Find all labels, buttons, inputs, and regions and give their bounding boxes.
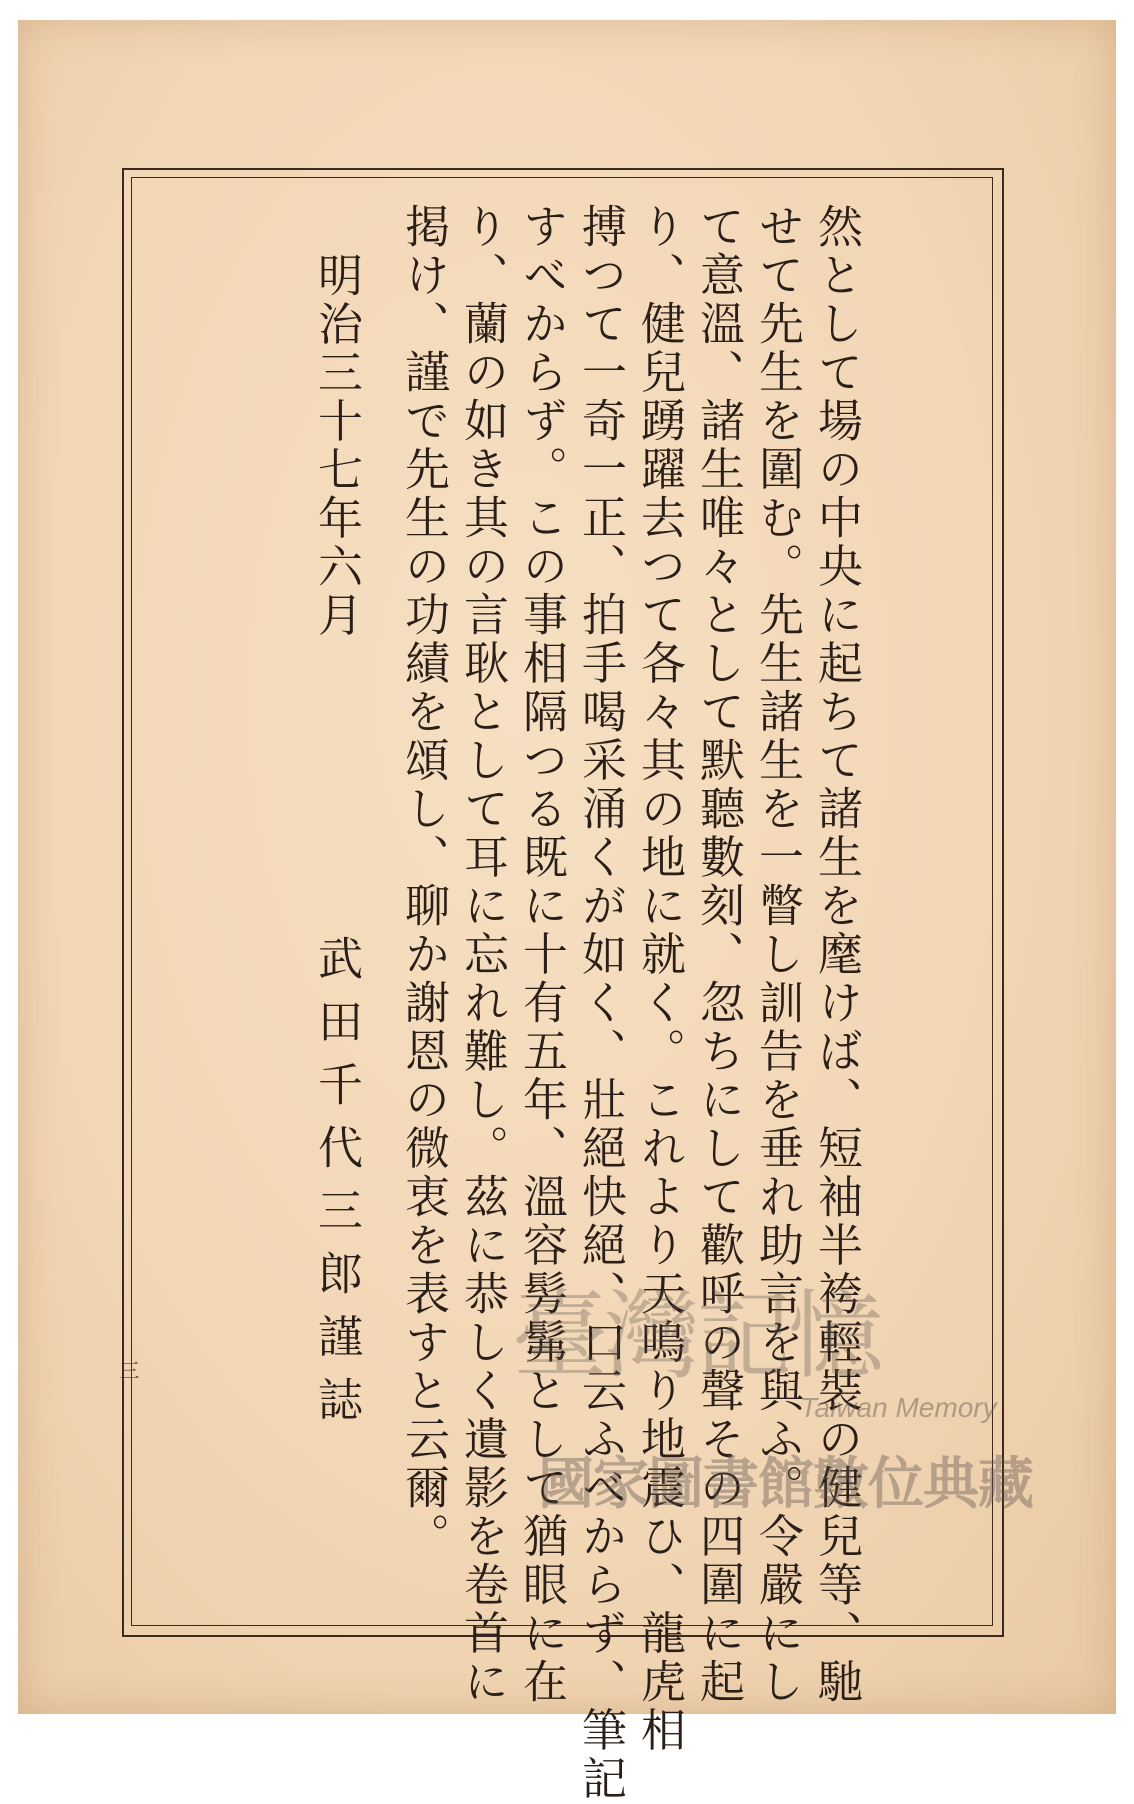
date-line: 明治三十七年六月: [310, 252, 363, 640]
text-column-1: 然として場の中央に起ちて諸生を麾けば、短袖半袴輕裝の健兒等、馳: [810, 203, 863, 1707]
watermark-title: 臺灣記憶: [512, 1280, 880, 1392]
watermark-library: 國家圖書館數位典藏: [538, 1452, 1033, 1517]
text-column-2: せて先生を圍む。先生諸生を一瞥し訓告を垂れ助言を與ふ。令嚴にし: [751, 203, 804, 1707]
text-column-7: り、蘭の如き其の言耿として耳に忘れ難し。茲に恭しく遺影を卷首に: [456, 203, 509, 1707]
text-column-5: 搏つて一奇一正、拍手喝采涌くが如く、壯絕快絕、口云ふべからず、筆記: [574, 203, 627, 1804]
text-column-3: て意溫、諸生唯々として默聽數刻、忽ちにして歡呼の聲その四圍に起: [692, 203, 745, 1707]
page-number: 三: [116, 1360, 140, 1380]
watermark-subtitle: Taiwan Memory: [800, 1392, 997, 1423]
author-signature: 武田千代三郎謹誌: [310, 935, 363, 1439]
text-column-6: すべからず。この事相隔つる既に十有五年、溫容髣髴として猶眼に在: [515, 203, 568, 1707]
text-column-8: 掲け、謹で先生の功績を頌し、聊か謝恩の微衷を表すと云爾。: [397, 203, 450, 1561]
text-column-4: り、健兒踴躍去つて各々其の地に就く。これより天鳴り地震ひ、龍虎相: [633, 203, 686, 1755]
